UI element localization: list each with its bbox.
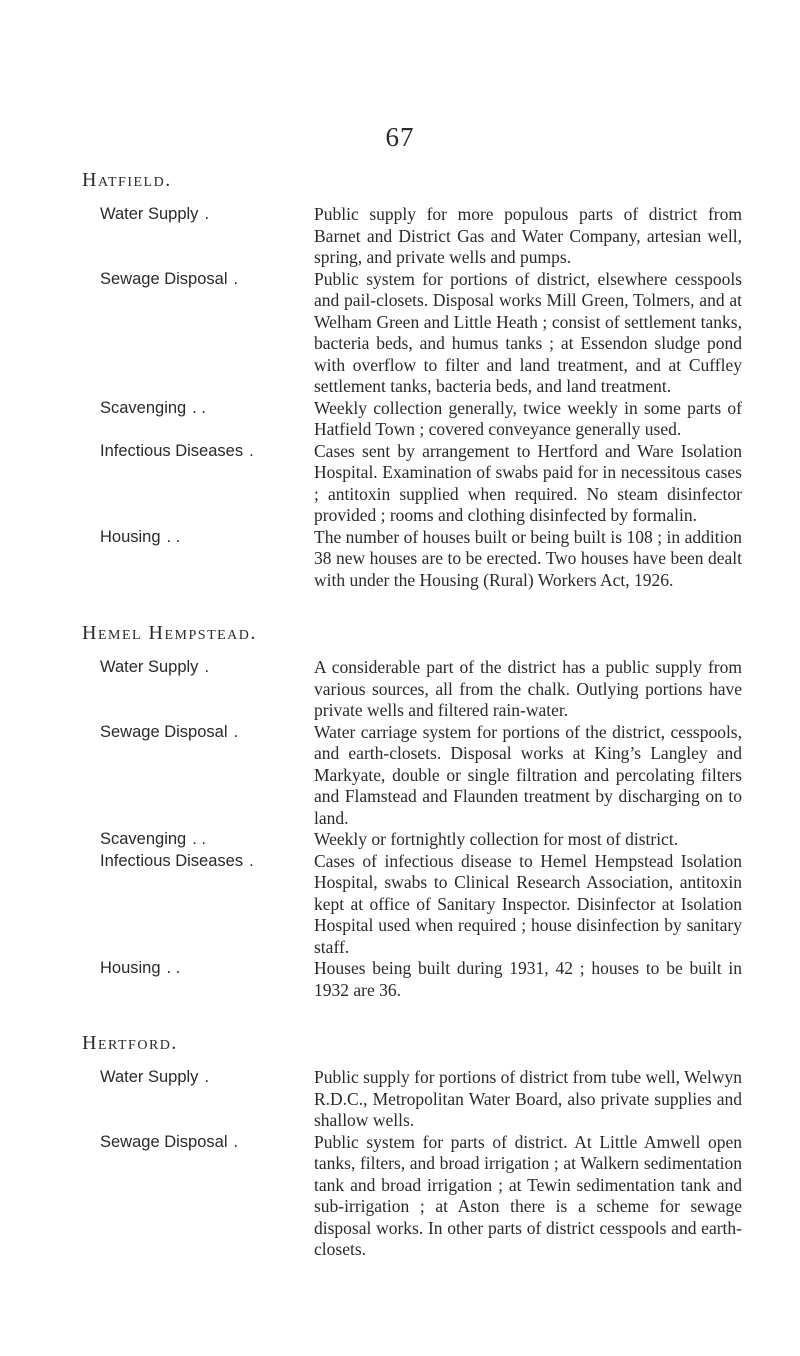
entry-text: Weekly collection generally, twice weekly in some parts of Hatfield Town ; covered conveyance generally used. <box>314 397 742 439</box>
entry-row <box>82 722 742 830</box>
entry-label-cell <box>82 958 314 980</box>
section-heading: Hatfield. <box>82 169 172 191</box>
entry-row <box>82 527 742 592</box>
entry-row <box>82 958 742 1001</box>
entry-label: Scavenging <box>100 830 187 848</box>
entry-row <box>82 398 742 441</box>
entry-row <box>82 829 742 851</box>
entry-label-cell <box>82 657 314 679</box>
entry-leader-dots: . <box>204 205 210 223</box>
section <box>82 168 742 591</box>
entry-leader-dots: . <box>249 441 254 460</box>
entry-text: Public system for portions of district, elsewhere cesspools and pail-closets. Disposal works Mill Green, Tolmers, and at Welham Green and Little Heath ; consist of settlement tanks, bacteria beds, and humus tanks ; at Essendon sludge pond with overflow to filter and land treatment, and at Cuffley settlement tanks, bacteria beds, and land treatment. <box>314 268 742 396</box>
entry-leader-dots: . . <box>192 398 206 417</box>
entry-leader-dots: . . <box>166 959 181 977</box>
entry-label-cell <box>82 829 314 851</box>
entry-label-cell <box>82 1067 314 1089</box>
entry-label-cell <box>82 722 314 744</box>
entry-leader-dots: . <box>233 269 239 288</box>
entry-label-cell <box>82 204 314 226</box>
entry-row <box>82 851 742 959</box>
entry-label: Water Supply <box>100 1068 199 1086</box>
document-body <box>82 168 742 1291</box>
entry-text: Houses being built during 1931, 42 ; houses to be built in 1932 are 36. <box>314 958 742 1000</box>
entry-leader-dots: . <box>233 1132 239 1151</box>
entry-label: Sewage Disposal <box>100 269 228 288</box>
section <box>82 621 742 1001</box>
entry-text: The number of houses built or being built is 108 ; in addition 38 new houses are to be erected. Two houses have been dealt with under the Housing (Rural) Workers Act, 1926. <box>314 526 742 590</box>
entry-label: Water Supply <box>100 205 199 223</box>
entry-row <box>82 269 742 398</box>
entry-row <box>82 1132 742 1261</box>
entry-text: Cases sent by arrangement to Hertford and Ware Isolation Hospital. Examination of swabs paid for in necessitous cases ; antitoxin supplied when required. No steam disinfector provided ; rooms and clothing disinfected by formalin. <box>314 440 742 525</box>
entry-leader-dots: . . <box>166 527 181 546</box>
entry-label: Infectious Diseases <box>100 851 244 870</box>
entry-leader-dots: . . <box>192 830 206 848</box>
entry-label: Sewage Disposal <box>100 722 228 741</box>
entry-label-cell <box>82 441 314 463</box>
entry-text: Public supply for more populous parts of district from Barnet and District Gas and Water Company, artesian well, spring, and private wells and pumps. <box>314 204 742 267</box>
entry-text: Weekly or fortnightly collection for most of district. <box>314 829 679 849</box>
entry-label-cell <box>82 527 314 549</box>
entry-label-cell <box>82 851 314 873</box>
entry-label: Housing <box>100 527 161 546</box>
section-heading: Hemel Hempstead. <box>82 622 257 644</box>
entry-text: Public system for parts of district. At Little Amwell open tanks, filters, and broad irrigation ; at Walkern sedimentation tank and broad irrigation ; at Tewin sedimentation tank and sub-irrigation ; at Aston there is a scheme for sewage disposal works. In other parts of district cesspools and earth-closets. <box>314 1131 742 1259</box>
entry-text: Public supply for portions of district from tube well, Welwyn R.D.C., Metropolitan Water Board, also private supplies and shallow wells. <box>314 1067 742 1130</box>
entry-label-cell <box>82 1132 314 1154</box>
entry-label: Scavenging <box>100 398 187 417</box>
entry-row <box>82 657 742 722</box>
entry-label: Housing <box>100 959 161 977</box>
entry-row <box>82 441 742 527</box>
entry-row <box>82 1067 742 1132</box>
entry-leader-dots: . <box>233 722 239 741</box>
section-heading: Hertford. <box>82 1032 178 1054</box>
entry-label-cell <box>82 269 314 291</box>
entry-label: Infectious Diseases <box>100 441 244 460</box>
entry-label: Water Supply <box>100 658 199 676</box>
page-number: 67 <box>385 122 415 152</box>
entry-row <box>82 204 742 269</box>
entry-text: A considerable part of the district has a public supply from various sources, all from the chalk. Outlying portions have private wells and filtered rain-water. <box>314 657 742 720</box>
section <box>82 1031 742 1261</box>
entry-label-cell <box>82 398 314 420</box>
entry-text: Cases of infectious disease to Hemel Hempstead Isolation Hospital, swabs to Clinical Research Association, antitoxin kept at office of Sanitary Inspector. Disinfector at Isolation Hospital used when required ; house disinfection by sanitary staff. <box>314 850 742 957</box>
entry-text: Water carriage system for portions of the district, cesspools, and earth-closets. Disposal works at King’s Langley and Markyate, double or single filtration and percolating filters and Flamstead and Flaunden treatment by discharging on to land. <box>314 721 742 828</box>
entry-leader-dots: . <box>249 851 254 870</box>
entry-leader-dots: . <box>204 1068 210 1086</box>
entry-leader-dots: . <box>204 658 210 676</box>
entry-label: Sewage Disposal <box>100 1132 228 1151</box>
